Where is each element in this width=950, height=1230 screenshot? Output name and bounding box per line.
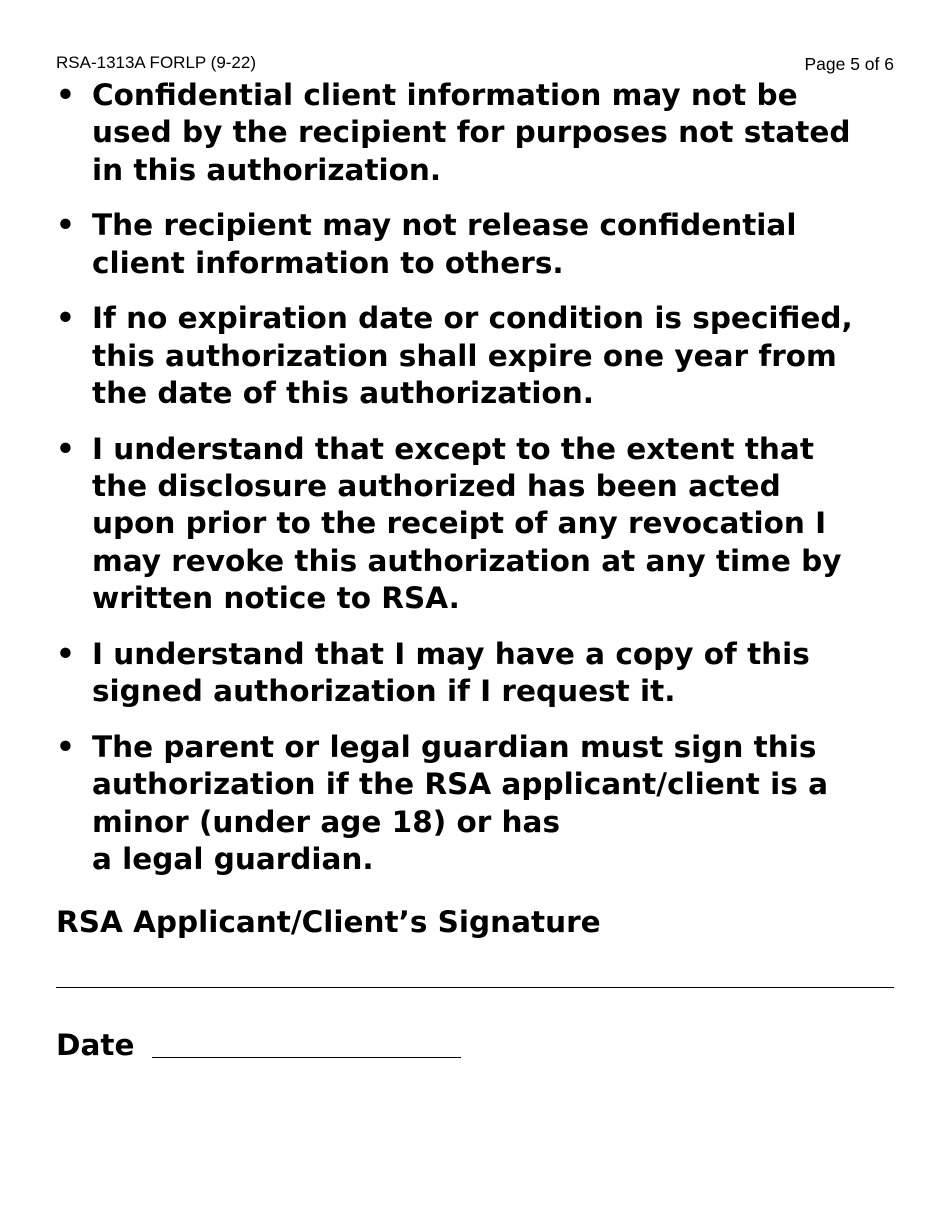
list-item-text: If no expiration date or condition is specified, this authorization shall expire one year from the date of this authorization. (92, 301, 853, 411)
form-id: RSA-1313A FORLP (9-22) (56, 53, 256, 72)
list-item-text: I understand that I may have a copy of this signed authorization if I request it. (92, 636, 810, 709)
list-item (56, 207, 906, 282)
list-item (56, 300, 906, 412)
list-item-text: The parent or legal guardian must sign this authorization if the RSA applicant/client is a minor (under age 18) or has a legal guardian. (92, 729, 829, 876)
signature-field[interactable] (56, 987, 894, 988)
bullet-icon: • (56, 431, 75, 466)
list-item-text: Confidential client information may not be used by the recipient for purposes not stated in this authorization. (92, 78, 851, 187)
list-item-text: I understand that except to the extent that the disclosure authorized has been acted upon prior to the receipt of any revocation I may revoke this authorization at any time by written notice to RSA. (92, 431, 842, 616)
list-item (56, 77, 906, 189)
bullet-icon: • (56, 301, 75, 336)
list-item (56, 431, 906, 617)
page-number: Page 5 of 6 (804, 54, 894, 74)
bullet-icon: • (56, 729, 75, 764)
date-field[interactable] (152, 1057, 461, 1058)
bullet-icon: • (56, 636, 75, 671)
list-item (56, 729, 906, 878)
list-item (56, 636, 906, 711)
signature-label: RSA Applicant/Client’s Signature (56, 905, 601, 939)
bullet-icon: • (56, 78, 75, 112)
date-label: Date (56, 1028, 135, 1062)
list-item-text: The recipient may not release confidential client information to others. (92, 208, 797, 280)
conditions-list (56, 77, 906, 897)
bullet-icon: • (56, 208, 75, 243)
